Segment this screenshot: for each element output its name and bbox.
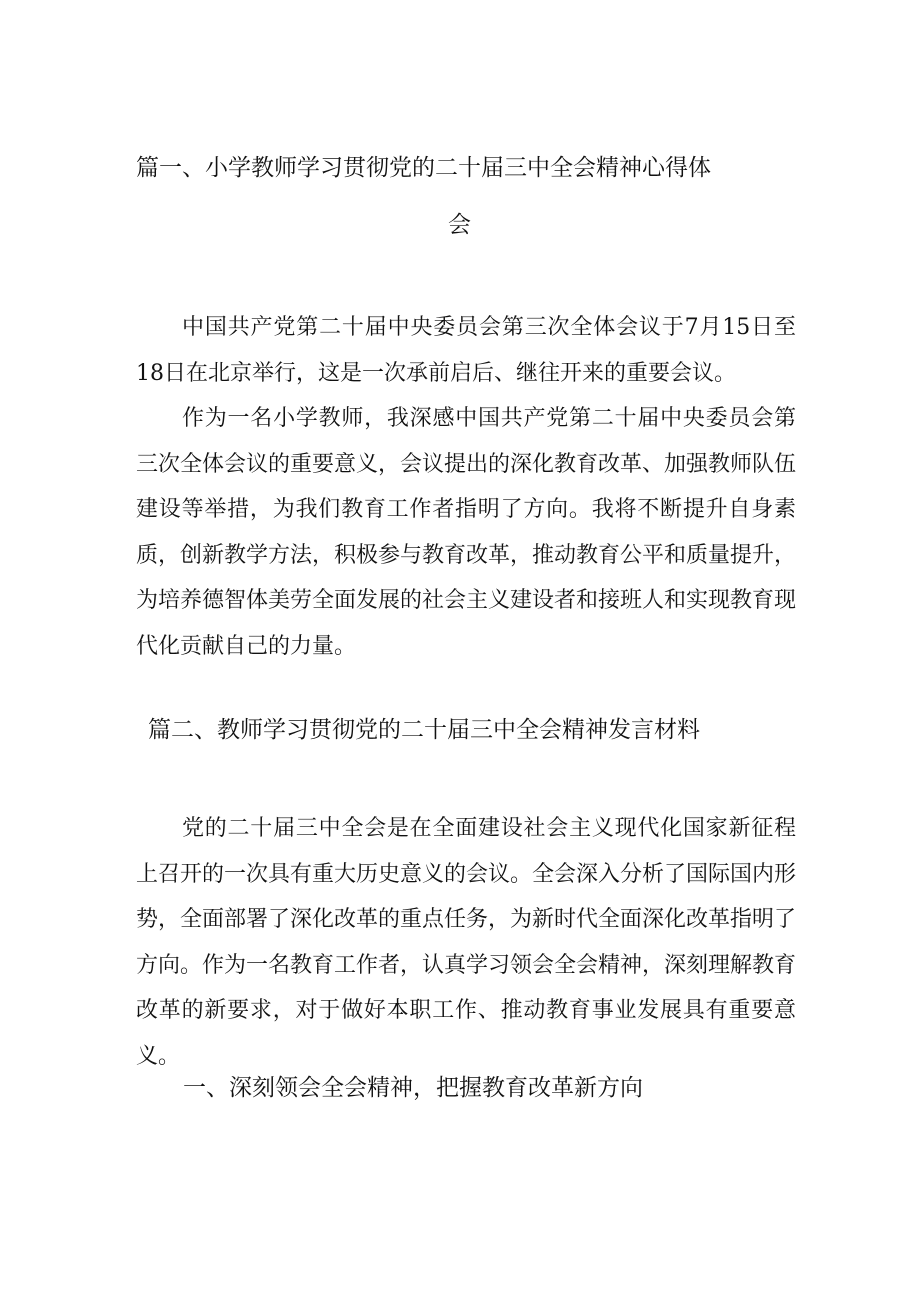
section1-title-line2: 会 xyxy=(448,212,471,238)
section2-title: 篇二、教师学习贯彻党的二十届三中全会精神发言材料 xyxy=(148,717,700,743)
section2-subheading: 一、深刻领会全会精神，把握教育改革新方向 xyxy=(183,1075,643,1101)
section1-paragraph-2: 作为一名小学教师，我深感中国共产党第二十届中央委员会第三次全体会议的重要意义，会议提出的深化教育改革、加强教师队伍建设等举措，为我们教育工作者指明了方向。我将不断提升自身素质，创新教学方法，积极参与教育改革，推动教育公平和质量提升，为培养德智体美劳全面发展的社会主义建设者和接班人和实现教育现代化贡献自己的力量。 xyxy=(136,406,797,659)
section1-title-line1: 篇一、小学教师学习贯彻党的二十届三中全会精神心得体 xyxy=(136,155,711,181)
section1-paragraph-1: 中国共产党第二十届中央委员会第三次全体会议于7月15日至18日在北京举行，这是一次承前启后、继往开来的重要会议。 xyxy=(136,315,796,386)
section2-paragraph-1: 党的二十届三中全会是在全面建设社会主义现代化国家新征程上召开的一次具有重大历史意义的会议。全会深入分析了国际国内形势，全面部署了深化改革的重点任务，为新时代全面深化改革指明了方向。作为一名教育工作者，认真学习领会全会精神，深刻理解教育改革的新要求，对于做好本职工作、推动教育事业发展具有重要意义。 xyxy=(136,816,797,1069)
